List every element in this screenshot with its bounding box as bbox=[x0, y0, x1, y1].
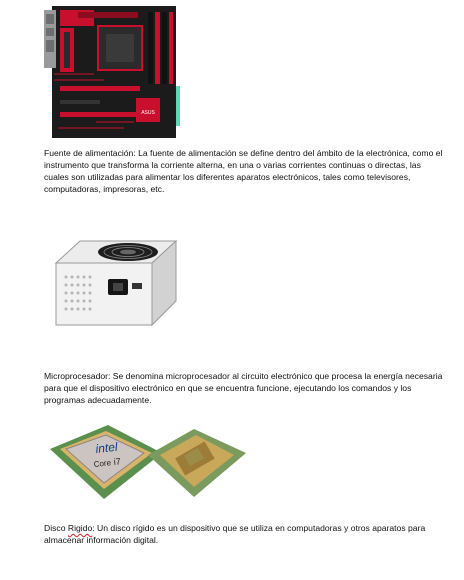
core-suffix-label: i7 bbox=[113, 456, 122, 467]
psu-paragraph: Fuente de alimentación: La fuente de alimentación se define dentro del ámbito de la electrónica, como el instrumento que transforma la corriente alterna, en una o varias corrientes continuas o directas, las cuales son utilizadas para alimentar los diferentes aparatos electrónicos, tales como televisores, computadoras, impresoras, etc. bbox=[44, 148, 443, 194]
intel-brand-label: intel bbox=[94, 439, 119, 456]
cpu-paragraph: Microprocesador: Se denomina microprocesador al circuito electrónico que procesa la energía necesaria para que el dispositivo electrónico en que se encuentra funcione, ejecutando los comandos y los programas adecuadamente. bbox=[44, 371, 443, 405]
board-brand-label: ASUS bbox=[141, 110, 155, 116]
processor-image bbox=[44, 415, 248, 513]
core-model-label: Core bbox=[93, 458, 112, 469]
hdd-text-rest: : Un disco rígido es un dispositivo que se utiliza en computadoras y otros aparatos para almacenar información digital. bbox=[44, 523, 426, 545]
motherboard-image bbox=[44, 4, 184, 140]
hdd-paragraph bbox=[44, 522, 444, 546]
spellcheck-word: Rigido bbox=[67, 523, 93, 533]
power-supply-image bbox=[48, 237, 178, 329]
hdd-text-prefix: Disco bbox=[44, 523, 68, 533]
